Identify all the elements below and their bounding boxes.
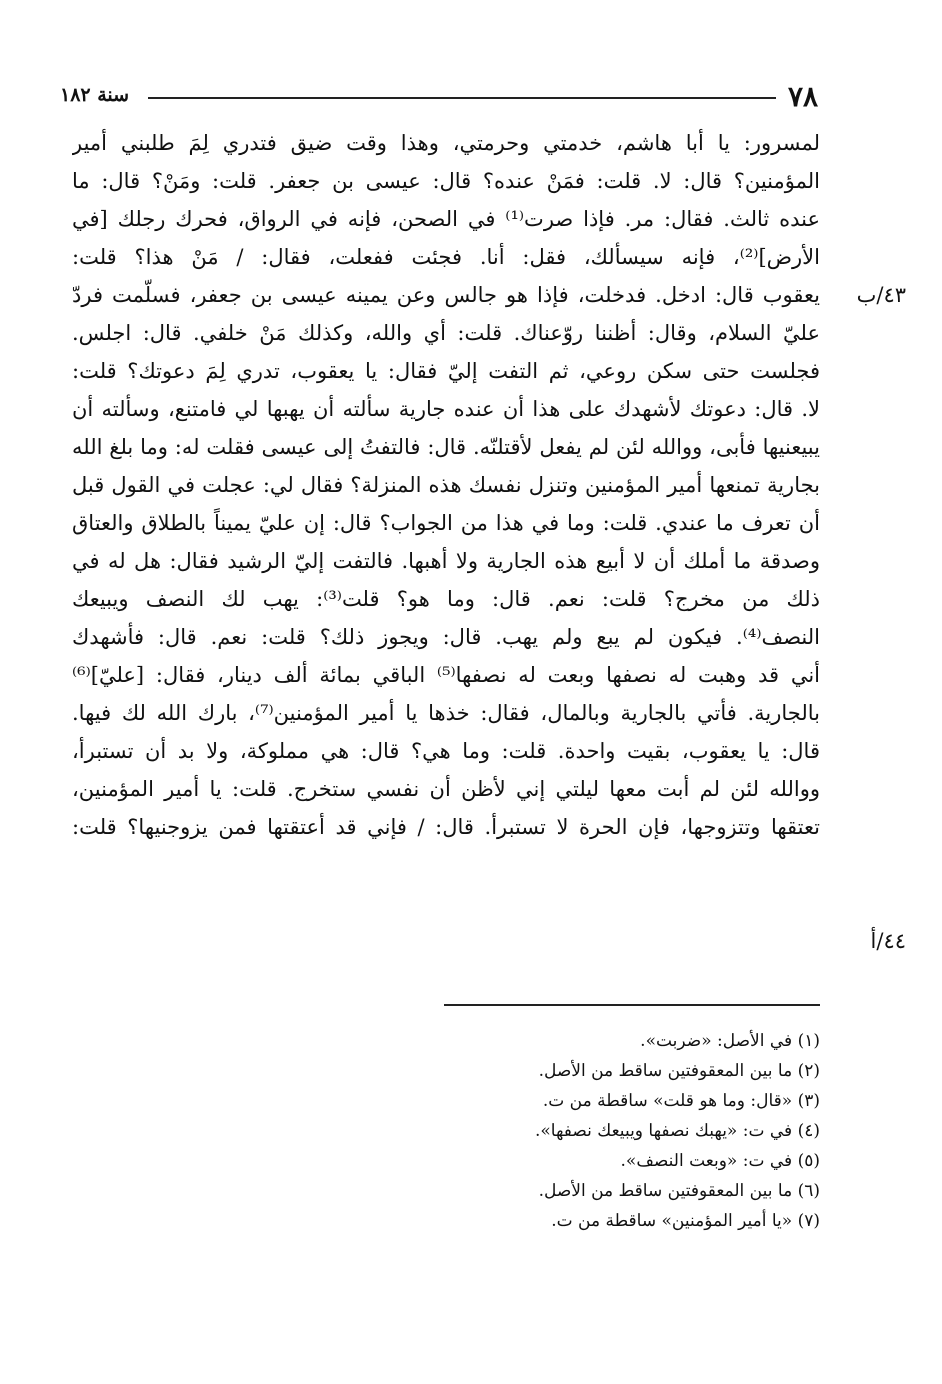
text-line: عنده ثالث. فقال: مر. فإذا صرت⁽¹⁾ في الصحن، فإنه في الرواق، فحرك رجلك [في	[72, 207, 820, 231]
text-line: أني قد وهبت له نصفها وبعت له نصفها⁽⁵⁾ الباقي بمائة ألف دينار، فقال: [عليّ]⁽⁶⁾	[72, 663, 820, 687]
running-head: سنة ١٨٢	[60, 84, 130, 106]
text-line: بالجارية. فأتي بالجارية وبالمال، فقال: خذها يا أمير المؤمنين⁽⁷⁾، بارك الله لك فيها.	[72, 701, 820, 725]
text-line: ووالله لئن لم أبت معها ليلتي إني لأظن أن نفسي ستخرج. قلت: يا أمير المؤمنين،	[72, 777, 820, 801]
text-line: المؤمنين؟ قال: لا. قلت: فمَنْ عنده؟ قال: عيسى بن جعفر. قلت: ومَنْ؟ قال: ما	[72, 169, 820, 193]
footnotes	[300, 1026, 820, 1236]
page-number: ٧٨	[788, 80, 819, 113]
footnote: (٣) «قال: وما هو قلت» ساقطة من ت.	[542, 1091, 820, 1111]
text-line: قال: يا يعقوب، بقيت واحدة. قلت: وما هي؟ قال: هي مملوكة، ولا بد أن تستبرأ،	[72, 739, 820, 763]
header-rule	[148, 97, 776, 99]
margin-note-folio: ٤٣/ب	[856, 283, 906, 307]
footnote: (٤) في ت: «يهبك نصفها ويبيعك نصفها».	[534, 1121, 820, 1141]
footnote: (٧) «يا أمير المؤمنين» ساقطة من ت.	[551, 1211, 820, 1231]
body-text	[72, 124, 820, 846]
text-line: لا. قال: دعوتك لأشهدك على هذا أن عنده جارية سألته أن يهبها لي فامتنع، وسألته أن	[72, 397, 820, 421]
text-line: أن تعرف ما عندي. قلت: وما في هذا من الجواب؟ قال: إن عليّ يميناً بالطلاق والعتاق	[72, 511, 820, 535]
text-line: النصف⁽⁴⁾. فيكون لم يبع ولم يهب. قال: ويجوز ذلك؟ قلت: نعم. قال: فأشهدك	[72, 625, 820, 649]
text-line: يعقوب قال: ادخل. فدخلت، فإذا هو جالس وعن يمينه عيسى بن جعفر، فسلّمت فردّ	[72, 283, 820, 307]
text-line: وصدقة ما أملك أن لا أبيع هذه الجارية ولا أهبها. فالتفت إليّ الرشيد فقال: هل له في	[72, 549, 820, 573]
text-line: تعتقها وتتزوجها، فإن الحرة لا تستبرأ. قال: / فإني قد أعتقتها فمن يزوجنيها؟ قلت:	[72, 815, 820, 839]
footnote-rule	[444, 1004, 820, 1006]
text-line: بجارية تمنعها أمير المؤمنين وتنزل نفسك هذه المنزلة؟ فقال لي: عجلت في القول قبل	[72, 473, 820, 497]
text-line: ذلك من مخرج؟ قلت: نعم. قال: وما هو؟ قلت⁽³⁾: يهب لك النصف ويبيعك	[72, 587, 820, 611]
text-line: فجلست حتى سكن روعي، ثم التفت إليّ فقال: يا يعقوب، تدري لِمَ دعوتك؟ قلت:	[72, 359, 820, 383]
footnote: (٦) ما بين المعقوفتين ساقط من الأصل.	[538, 1181, 820, 1201]
text-line: لمسرور: يا أبا هاشم، خدمتي وحرمتي، وهذا وقت ضيق فتدري لِمَ طلبني أمير	[72, 131, 820, 155]
margin-note-folio: ٤٤/أ	[870, 929, 906, 953]
footnote: (١) في الأصل: «ضربت».	[640, 1031, 820, 1051]
footnote: (٥) في ت: «وبعت النصف».	[620, 1151, 820, 1171]
footnote: (٢) ما بين المعقوفتين ساقط من الأصل.	[538, 1061, 820, 1081]
text-line: عليّ السلام، وقال: أظننا روّعناك. قلت: أي والله، وكذلك مَنْ خلفي. قال: اجلس.	[72, 321, 820, 345]
text-line: يبيعنيها فأبى، ووالله لئن لم يفعل لأقتلنّه. قال: فالتفتُ إلى عيسى فقلت له: وما بلغ الله	[72, 435, 820, 459]
text-line: الأرض]⁽²⁾، فإنه سيسألك، فقل: أنا. فجئت ففعلت، فقال: / مَنْ هذا؟ قلت:	[72, 245, 820, 269]
